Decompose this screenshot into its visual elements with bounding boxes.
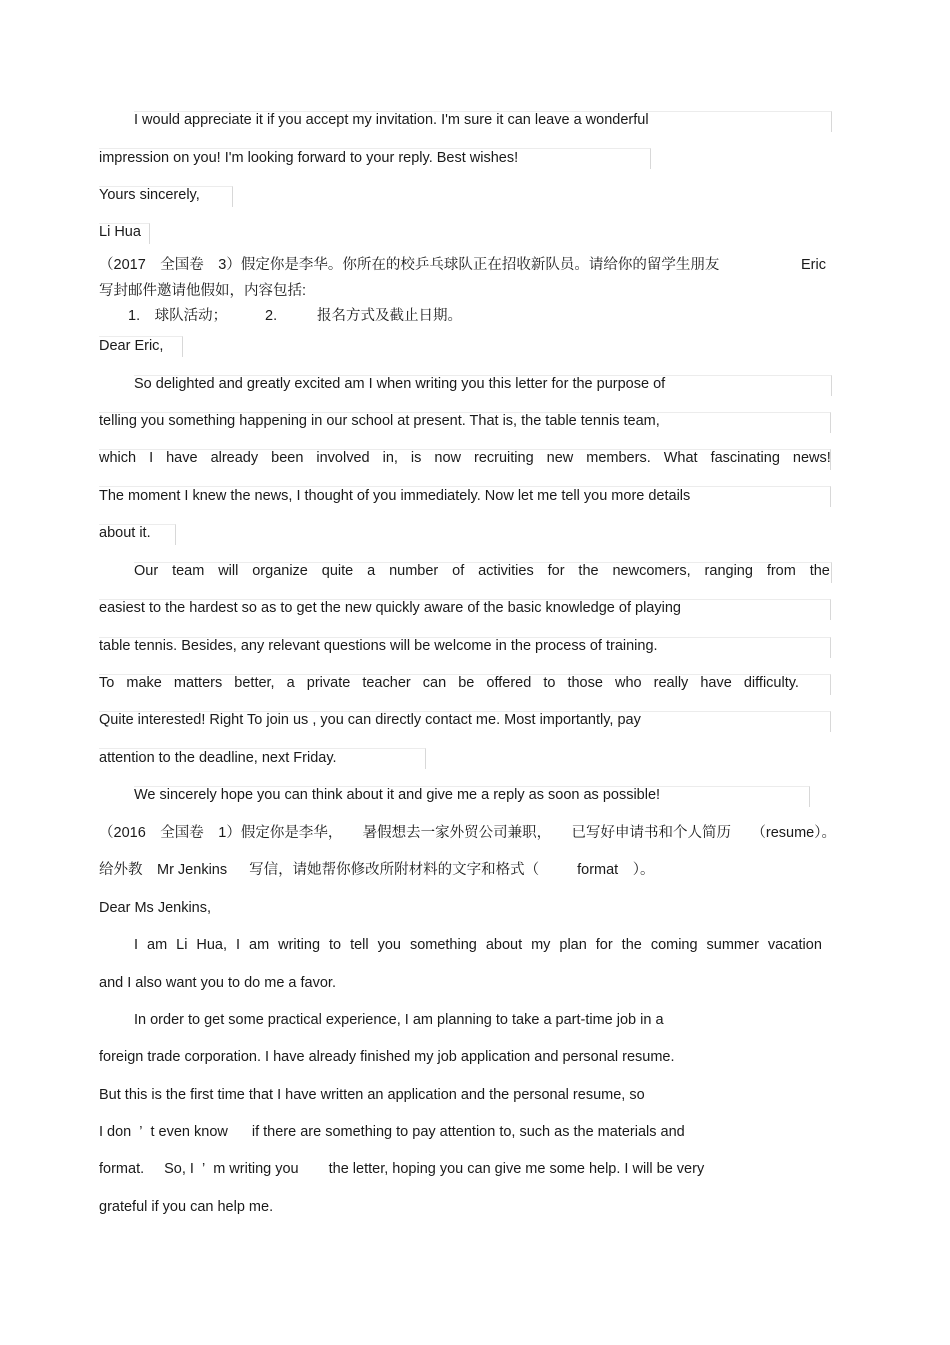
letter3-line: In order to get some practical experience, I am planning to take a part-time job in a [134,1012,664,1028]
word: of [452,563,465,579]
word: new [546,450,574,466]
letter2-line: table tennis. Besides, any relevant questions will be welcome in the process of training. [99,638,658,654]
word: you [377,937,401,953]
word: vacation [767,937,822,953]
word: difficulty. [743,675,799,691]
prompt-segment: 写信，请她帮你修改所附材料的文字和格式（ [249,862,540,878]
word: have [700,675,732,691]
word: plan [559,937,587,953]
word: a [367,563,376,579]
word: something [409,937,477,953]
word: will [218,563,239,579]
word: to [543,675,556,691]
word: is [410,450,422,466]
prompt-segment: format ）。 [577,862,655,878]
word: I [236,937,241,953]
word: which [99,450,137,466]
word: Our [134,563,159,579]
task2017-item2-number: 2. [265,308,278,324]
word: activities [478,563,534,579]
text-segment: So, I [164,1161,194,1177]
word: the [621,937,642,953]
text-segment: format. [99,1161,145,1177]
word: for [547,563,565,579]
letter3-line: grateful if you can help me. [99,1199,274,1215]
task2016-prompt-line2 [99,861,654,879]
word: teacher [362,675,411,691]
word: am [249,937,270,953]
word: from [766,563,796,579]
task2017-item2-text: 报名方式及截止日期。 [317,308,462,324]
word: make [126,675,162,691]
text-segment: m writing you [213,1161,299,1177]
word: am [147,937,168,953]
task2017-prompt-eric: Eric [801,257,826,273]
word: I [134,937,139,953]
word: the [578,563,599,579]
word: fascinating [710,450,780,466]
word: tell [350,937,369,953]
task2016-prompt-line1 [99,824,836,842]
letter3-line: foreign trade corporation. I have already finished my job application and personal resume. [99,1049,675,1065]
letter3-line: But this is the first time that I have written an application and the personal resume, so [99,1087,645,1103]
word: for [595,937,613,953]
letter1-signature: Li Hua [99,224,141,240]
letter3-justified-line [134,936,822,954]
letter3-line [99,1160,704,1178]
word: number [389,563,439,579]
letter2-justified-line [99,674,799,692]
word: my [531,937,551,953]
prompt-segment: （resume）。 [751,825,836,841]
word: quite [321,563,354,579]
word: I [149,450,154,466]
letter2-justified-line [134,562,830,580]
word: team [172,563,205,579]
word: To [99,675,115,691]
letter1-paragraph-line: I would appreciate it if you accept my invitation. I'm sure it can leave a wonderful [134,112,649,128]
text-segment: ’ [201,1161,206,1177]
word: in, [382,450,398,466]
word: ranging [704,563,753,579]
letter3-line: and I also want you to do me a favor. [99,975,336,991]
word: can [422,675,447,691]
word: matters [173,675,223,691]
letter2-line: about it. [99,525,151,541]
word: be [458,675,475,691]
word: Hua, [196,937,228,953]
word: writing [278,937,321,953]
letter2-line: telling you something happening in our school at present. That is, the table tennis team, [99,413,660,429]
prompt-segment: 暑假想去一家外贸公司兼职， [362,825,552,841]
letter2-line: We sincerely hope you can think about it and give me a reply as soon as possible! [134,787,661,803]
word: members. [586,450,651,466]
letter2-line: The moment I knew the news, I thought of you immediately. Now let me tell you more details [99,488,691,504]
text-segment: ’ [139,1124,143,1140]
word: to [329,937,342,953]
prompt-segment: 给外教 Mr Jenkins [99,862,228,878]
prompt-segment: 已写好申请书和个人简历 [571,825,732,841]
word: been [271,450,304,466]
word: Li [176,937,188,953]
word: have [166,450,198,466]
task2017-item1: 1. 球队活动； [128,308,228,324]
letter3-greeting: Dear Ms Jenkins, [99,900,212,916]
text-segment: t even know [150,1124,228,1140]
word: offered [486,675,532,691]
word: involved [316,450,370,466]
word: organize [252,563,308,579]
letter2-greeting: Dear Eric, [99,338,164,354]
letter2-justified-line [99,449,831,467]
word: really [653,675,689,691]
letter1-closing: Yours sincerely, [99,187,200,203]
letter3-line [99,1123,685,1141]
word: What [663,450,698,466]
text-segment: I don [99,1124,132,1140]
word: a [286,675,295,691]
text-segment: if there are something to pay attention to, such as the materials and [251,1124,685,1140]
word: about [485,937,523,953]
word: who [615,675,642,691]
word: already [210,450,259,466]
prompt-segment: （2016 全国卷 1）假定你是李华， [99,825,343,841]
letter1-paragraph-line: impression on you! I'm looking forward to your reply. Best wishes! [99,150,519,166]
word: recruiting [474,450,534,466]
word: now [434,450,462,466]
letter2-line: easiest to the hardest so as to get the new quickly aware of the basic knowledge of playing [99,600,681,616]
word: those [567,675,603,691]
letter2-line: So delighted and greatly excited am I when writing you this letter for the purpose of [134,376,666,392]
letter2-line: attention to the deadline, next Friday. [99,750,337,766]
letter2-line: Quite interested! Right To join us , you can directly contact me. Most importantly, pay [99,712,641,728]
word: summer [706,937,759,953]
word: newcomers, [612,563,691,579]
word: private [306,675,351,691]
word: the [809,563,830,579]
task2017-prompt-line1: （2017 全国卷 3）假定你是李华。你所在的校乒乓球队正在招收新队员。请给你的留学生朋友 [99,257,720,273]
text-segment: the letter, hoping you can give me some help. I will be very [328,1161,705,1177]
word: coming [650,937,698,953]
word: better, [234,675,275,691]
task2017-prompt-line2: 写封邮件邀请他假如，内容包括: [99,283,307,299]
word: news! [792,450,831,466]
